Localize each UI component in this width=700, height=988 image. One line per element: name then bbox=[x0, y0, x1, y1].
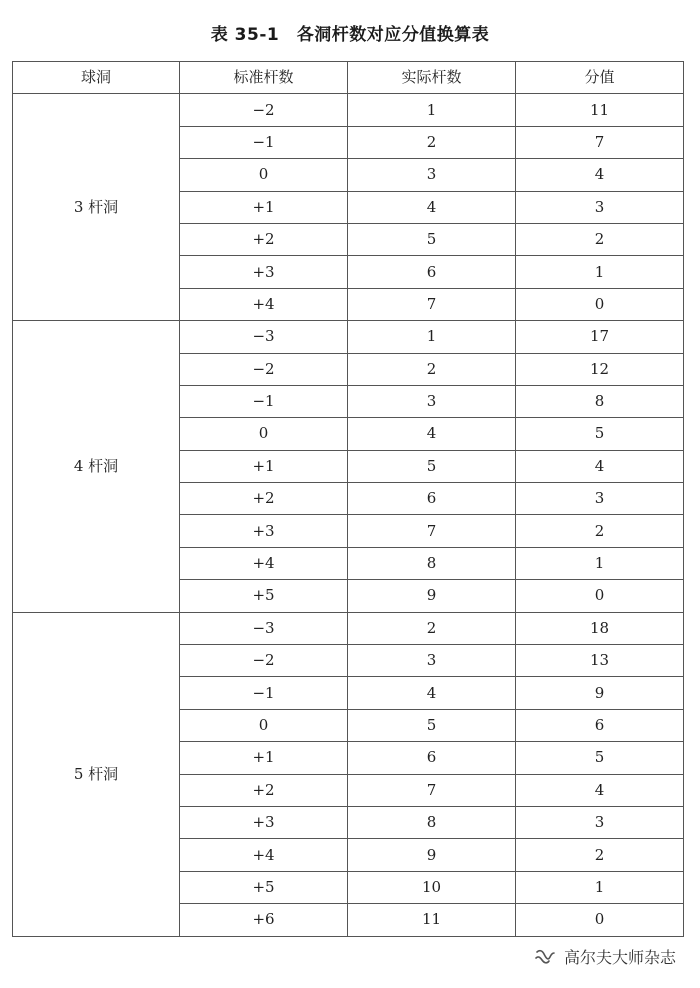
watermark-text: 高尔夫大师杂志 bbox=[563, 948, 676, 967]
score-cell: 2 bbox=[516, 839, 684, 871]
par-diff-cell: −2 bbox=[180, 645, 348, 677]
score-cell: 1 bbox=[516, 871, 684, 903]
header-strokes: 实际杆数 bbox=[348, 62, 516, 94]
par-diff-cell: −1 bbox=[180, 385, 348, 417]
score-cell: 9 bbox=[516, 677, 684, 709]
strokes-cell: 9 bbox=[348, 580, 516, 612]
par-diff-cell: +3 bbox=[180, 515, 348, 547]
par-diff-cell: +3 bbox=[180, 806, 348, 838]
score-cell: 7 bbox=[516, 126, 684, 158]
table-row bbox=[13, 612, 684, 644]
strokes-cell: 3 bbox=[348, 159, 516, 191]
score-cell: 5 bbox=[516, 418, 684, 450]
hole-type-cell: 5 杆洞 bbox=[13, 612, 180, 936]
par-diff-cell: +6 bbox=[180, 904, 348, 936]
score-cell: 2 bbox=[516, 223, 684, 255]
par-diff-cell: −3 bbox=[180, 612, 348, 644]
strokes-cell: 1 bbox=[348, 94, 516, 126]
strokes-cell: 4 bbox=[348, 418, 516, 450]
strokes-cell: 5 bbox=[348, 450, 516, 482]
strokes-cell: 8 bbox=[348, 806, 516, 838]
par-diff-cell: +5 bbox=[180, 871, 348, 903]
watermark bbox=[534, 945, 676, 968]
hole-type-cell: 3 杆洞 bbox=[13, 94, 180, 321]
score-cell: 11 bbox=[516, 94, 684, 126]
score-cell: 4 bbox=[516, 450, 684, 482]
score-cell: 0 bbox=[516, 288, 684, 320]
strokes-cell: 2 bbox=[348, 353, 516, 385]
par-diff-cell: +2 bbox=[180, 223, 348, 255]
wechat-channel-icon bbox=[534, 948, 556, 966]
par-diff-cell: −2 bbox=[180, 353, 348, 385]
score-cell: 4 bbox=[516, 159, 684, 191]
table-row bbox=[13, 94, 684, 126]
score-cell: 5 bbox=[516, 742, 684, 774]
score-cell: 3 bbox=[516, 806, 684, 838]
hole-type-cell: 4 杆洞 bbox=[13, 321, 180, 613]
par-diff-cell: 0 bbox=[180, 159, 348, 191]
header-score: 分值 bbox=[516, 62, 684, 94]
par-diff-cell: +4 bbox=[180, 547, 348, 579]
strokes-cell: 10 bbox=[348, 871, 516, 903]
strokes-cell: 3 bbox=[348, 645, 516, 677]
strokes-cell: 9 bbox=[348, 839, 516, 871]
strokes-cell: 5 bbox=[348, 223, 516, 255]
par-diff-cell: 0 bbox=[180, 418, 348, 450]
score-cell: 13 bbox=[516, 645, 684, 677]
strokes-cell: 2 bbox=[348, 126, 516, 158]
par-diff-cell: +4 bbox=[180, 288, 348, 320]
strokes-cell: 7 bbox=[348, 515, 516, 547]
table-header-row bbox=[13, 62, 684, 94]
strokes-cell: 4 bbox=[348, 191, 516, 223]
par-diff-cell: +2 bbox=[180, 774, 348, 806]
par-diff-cell: −1 bbox=[180, 677, 348, 709]
par-diff-cell: +3 bbox=[180, 256, 348, 288]
strokes-cell: 11 bbox=[348, 904, 516, 936]
strokes-cell: 6 bbox=[348, 256, 516, 288]
strokes-cell: 7 bbox=[348, 774, 516, 806]
strokes-cell: 6 bbox=[348, 742, 516, 774]
score-cell: 18 bbox=[516, 612, 684, 644]
header-hole: 球洞 bbox=[13, 62, 180, 94]
par-diff-cell: +2 bbox=[180, 483, 348, 515]
score-cell: 17 bbox=[516, 321, 684, 353]
strokes-cell: 7 bbox=[348, 288, 516, 320]
header-par: 标准杆数 bbox=[180, 62, 348, 94]
score-cell: 2 bbox=[516, 515, 684, 547]
par-diff-cell: 0 bbox=[180, 709, 348, 741]
score-conversion-table bbox=[12, 61, 684, 937]
par-diff-cell: +5 bbox=[180, 580, 348, 612]
strokes-cell: 4 bbox=[348, 677, 516, 709]
score-cell: 6 bbox=[516, 709, 684, 741]
strokes-cell: 3 bbox=[348, 385, 516, 417]
score-cell: 0 bbox=[516, 904, 684, 936]
score-cell: 0 bbox=[516, 580, 684, 612]
par-diff-cell: −3 bbox=[180, 321, 348, 353]
par-diff-cell: +1 bbox=[180, 742, 348, 774]
par-diff-cell: −1 bbox=[180, 126, 348, 158]
score-cell: 3 bbox=[516, 483, 684, 515]
score-cell: 4 bbox=[516, 774, 684, 806]
strokes-cell: 5 bbox=[348, 709, 516, 741]
table-body bbox=[13, 94, 684, 936]
par-diff-cell: −2 bbox=[180, 94, 348, 126]
par-diff-cell: +1 bbox=[180, 450, 348, 482]
score-cell: 8 bbox=[516, 385, 684, 417]
score-cell: 1 bbox=[516, 547, 684, 579]
strokes-cell: 8 bbox=[348, 547, 516, 579]
score-cell: 1 bbox=[516, 256, 684, 288]
table-row bbox=[13, 321, 684, 353]
score-cell: 3 bbox=[516, 191, 684, 223]
strokes-cell: 2 bbox=[348, 612, 516, 644]
strokes-cell: 1 bbox=[348, 321, 516, 353]
strokes-cell: 6 bbox=[348, 483, 516, 515]
score-cell: 12 bbox=[516, 353, 684, 385]
table-title: 表 35-1 各洞杆数对应分值换算表 bbox=[210, 25, 490, 45]
par-diff-cell: +1 bbox=[180, 191, 348, 223]
par-diff-cell: +4 bbox=[180, 839, 348, 871]
